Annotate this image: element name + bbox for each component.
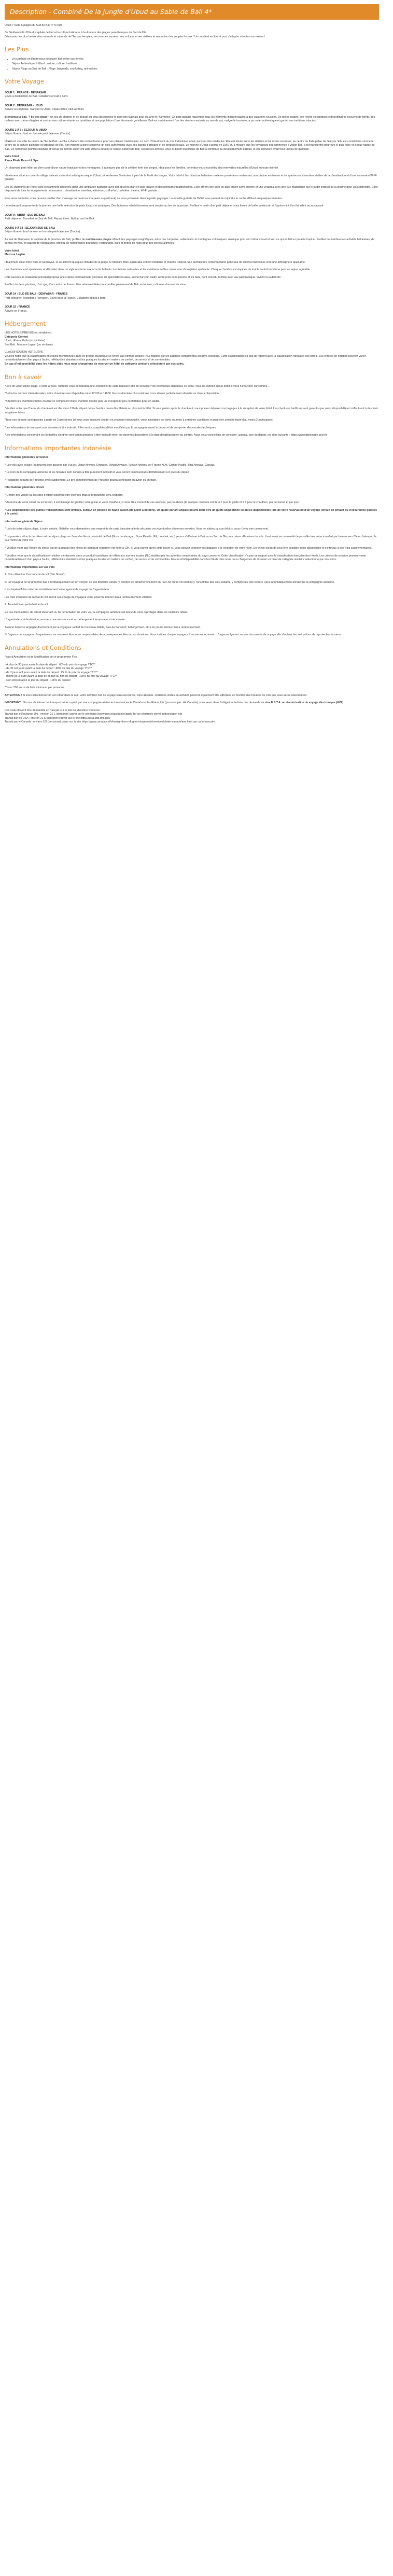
hotels-block	[5, 331, 379, 347]
subsection-label: Informations générales circuit	[5, 486, 44, 490]
ubud-paragraph	[5, 140, 379, 152]
info-paragraph: * Le nom de la compagnie aérienne et les horaires sont donnés à titre purement indicatif et vous seront communiqués définitivement à 8 jours du départ	[5, 471, 189, 475]
list-item: - Non présentation le jour du départ : 100% du dossier	[5, 678, 71, 682]
list-item: • Un combiné en liberté pour découvrir Bali selon vos envies	[12, 58, 379, 62]
savoir-paragraph: *Lors de votre séjour plage, à votre arrivée, l'hôtelier vous demandera une empreinte de carte bancaire afin de sécuriser vos éventuelles dépenses en extra. Vous ne subirez aucun débit si vous n'avez rien consommé...	[5, 384, 270, 388]
day-text: Arrivée à Denpasar. Transfert à Ubud. Repas libres. Nuit à l'hôtel.	[5, 108, 85, 112]
sud-bold: nombreuses plages	[86, 238, 111, 241]
category-label: Catégorie Confort	[5, 335, 29, 339]
list-item: - A plus de 30 jours avant la date de départ : 60% du prix du voyage TTC**	[5, 663, 95, 666]
section-title-hebergement: Hébergement	[5, 320, 46, 328]
section-title-voyage: Votre Voyage	[5, 78, 44, 86]
savoir-paragraph: *Veuillez noter que l'heure du check-out est d'environ 12h (le départ de la chambre devra être libérée au plus tard à 12h). Si vous partez après le check-out, vous pouvez déposer vos bagages à la réception de votre hôtel. Les check-out tardifs ne sont garantis que selon disponibilité et s'effectuent à des frais supplémentaires.	[5, 407, 378, 414]
day-text: Séjour libre à Ubud en formule petit déjeuner (7 nuits).	[5, 132, 71, 136]
subsection-label: Informations générale Séjour	[5, 520, 43, 523]
hotel2-paragraph: Côté saveurs, le restaurant principal propose une cuisine internationale ponctuée de spécialités locales, servie dans un cadre zébré près de la piscine et les bars, dont celui du rooftop avec vue panoramique, invitent à la détente.	[5, 275, 282, 279]
hotel-paragraph: Le restaurant propose toute la journée une belle sélection de plats locaux et asiatiques. Des boissons rafraîchissantes sont servies au bar de la piscine. Profitez le matin d'un petit déjeuner sous forme de buffet américain et l'après-midi d'un thé offert au restaurant.	[5, 204, 324, 208]
ubud-text: est une ville du centre de l'île de Bali. La ville a d'abord été un lieu fameux pour ses plantes médicinales. Le nom d'Ubud vient du mot indonésien ubad, qui veut dire médecine. Elle est située entre les rizières et les ravins escarpés, au centre du Kabupaten de Gianyar. Elle est considérée comme le centre de la culture balinaise et artistique de l'île. Son marché a donc conservé un côté authentique avec ses stands d'artisans et de produits locaux. Le marché d'Ubud s'anime en 1960 et, à mesure que les voyageurs ont commencé à visiter Bali, s'est transformé pour être le plus riche et le plus rapide de Bali. De nombreux peintres balinais et venus du monde entier ont aidé Ubud à devenir le centre culturel de Bali. Depuis les années 1960, le boom touristique de Bali a contribué au développement d'Ubud, et elle demeure avant tout un lieu de quiétude.	[5, 140, 375, 151]
info-paragraph: * Les vols avec escale (s) peuvent être assurés par Eva Air, Qatar Airways, Emirates, Etihad Airways, Turkish Airlines, Air France KLM, Cathay Pacific, Thai Airways, Garuda.	[5, 463, 215, 467]
visa-block	[5, 709, 379, 725]
day-text: Séjour libre en bord de mer en formule petit-déjeuner (5 nuits).	[5, 230, 81, 234]
hotel-line: Sud Bali : Mercure Legian (ou similaire)	[5, 343, 53, 346]
attention-text: Si vous sélectionnez un vol retour dans la nuit, votre dernière nuit de voyage sera raccourcie, voire absente. Certaines visites ou activités pourront également être affectées en fonction des horaires de vols que vous aurez sélectionnés.	[22, 693, 307, 697]
section-title-infos: Informations importantes Indonésie	[5, 444, 111, 452]
info-paragraph: Aucune dépense engagée directement par le voyageur (achat de nouveaux billets, frais de transport, hébergement, etc.) ne pourra donner lieu à remboursement.	[5, 625, 201, 629]
annulation-intro: Frais d'Annulation et de Modification de ce programme Fixe :	[5, 656, 79, 659]
savoir-paragraph: *Les informations de transport sont données à titre indicatif. Elles sont susceptibles d'être modifiées par la compagnie avant le départ et de comporter des escales techniques.	[5, 426, 217, 429]
list-item: • Séjour Plage au Sud de Bali : Plage, baignade, snorkeling, animations	[12, 67, 379, 72]
section-title-annulations: Annulations et Conditions	[5, 644, 81, 651]
day-text: Arrivée en France.	[5, 309, 27, 313]
welcome-paragraph	[5, 116, 379, 123]
visa-line: Transit par les USA : environ 21 $ (personne) payer sur le site https://esta.cbp.dhs.gov/	[5, 716, 110, 720]
important-text: Si vous choisissez un transport aérien opéré par une compagnie aérienne transitant via le Canada ou les États-Unis (par exemple : Air Canada), vous serez dans l'obligation de faire une demande de	[22, 701, 265, 705]
hotel-paragraph: Pour vous détendre, vous pourrez profiter d'un massage corporel au spa (avec supplément) ou vous promener dans le jardin paysager. La navette gratuite de l'hôtel vous permet de rejoindre le centre d'Ubud en quelques minutes.	[5, 197, 283, 200]
subsection-label: Informations importantes sur vos vols	[5, 565, 55, 569]
hotels-label: LES HOTELS PREVUS (ou similaires)	[5, 331, 52, 335]
availability-note: En cas d'indisponibilité dans les hôtels cités nous nous chargerons de réserver un hôtel de catégorie similaire sélectionné par nos soins.	[5, 363, 185, 366]
info-paragraph: Les frais éventuels de rachat de vol seront à la charge du voyageur et ne pourront donner lieu à remboursement ultérieur.	[5, 595, 152, 599]
info-paragraph: 2. Annulation ou perturbation de vol	[5, 603, 48, 607]
list-item: • Séjour Authentique à Ubud : nature, culture, traditions	[12, 62, 379, 66]
hotel2-label: Votre hôtel	[5, 249, 19, 253]
hotel-line: Ubud : Rama Phala (ou similaire)	[5, 339, 46, 343]
day-title: JOUR 9 : UBUD - SUD DE BALI	[5, 213, 45, 217]
day-title: JOUR 2 : DENPASAR - UBUD	[5, 104, 43, 107]
important-bold: visa E.S.T.A. ou d'autorisation de voyage électronique (AVE).	[265, 701, 344, 705]
hotel-paragraph: Idéalement situé au cœur du village balinais culturel et artistique unique d'Ubud, et seulement 5 minutes à pied de la Forêt des singes. Votre hôtel à l'architecture balinaise moderne possède un restaurant, une piscine extérieure et de spacieuses chambres dotées de la climatisation et d'une connexion Wi-Fi gratuite.	[5, 174, 377, 182]
day-title: JOUR 1 : FRANCE - DENPASAR	[5, 91, 46, 94]
savoir-paragraph: *Les informations concernant les formalités d'entrée sont communiquées à titre indicatif selon les données disponibles à la date d'établissement du contrat. Nous vous conseillons de consulter, jusqu'au jour du départ, les sites suivants : https://www.diplomatie.gouv.fr	[5, 434, 327, 437]
savoir-paragraph: *Attention les chambres triples en Asie se composent d'une chambre double plus un lit d'appoint peu confortable pour un adulte.	[5, 399, 161, 403]
sud-text: offrant des paysages magnifiques, entre mer turquoise, sable blanc et montagnes volcaniques, ainsi que pour son climat chaud et sec, ce qui en fait un paradis tropical. Profitez de nombreuses activités balnéaires, de sorties en ville, en bateau de villégiatures, profitez de nombreuses boutiques, restaurants, bars et boîtes de nuits pour des soirées animées.	[5, 238, 375, 245]
day-text: Petit déjeuner. Transfert au Sud de Bali. Repas libres. Nuit au sud de Bali.	[5, 217, 95, 221]
annulation-list	[5, 663, 379, 683]
info-paragraph: En cas d'annulation, de retard important ou de perturbation de votre vol, la compagnie aérienne est tenue de vous reprotéger dans les meilleurs délais.	[5, 610, 188, 614]
sud-text: Au sud de Denpasar, la capitale de la province de Bali, profitez de	[5, 238, 86, 241]
classification-text: Veuillez noter que la classification en étoiles mentionnées dans ce produit touristique se réfère aux normes locales (NL) établies par les autorités compétentes du pays concerné. Cette classification n'a pas de rapport avec la classification française des hôtels. Les critères de notation peuvent varier considérablement d'un pays à l'autre, reflétant les standards et les pratiques locales en matière de confort, de service et de commodités.	[5, 354, 366, 362]
attention-paragraph	[5, 694, 379, 698]
welcome-lead: Bienvenue à Bali, "l'île des dieux"	[5, 115, 49, 119]
hotel-paragraph: Les 36 chambres de l'hôtel sont élégamment décorées dans une ambiance balinaise avec des œuvres d'art en bois locales et des peintures traditionnelles. Elles offrent une salle de bain privée semi-ouverte et une véranda avec une vue magnifique sur le jardin tropical ou la piscine pour vous détendre. Elles disposent de tous les équipements nécessaires : climatisation, mini-bar, télévision, coffre-fort, cafetière, théière, Wi-Fi gratuite...	[5, 185, 378, 193]
classification-label: CLASSIFICATION HOTELIÈRE	[5, 351, 44, 354]
list-item: - de 30 à 8 jours avant la date de départ : 80% du prix du voyage TTC**	[5, 667, 92, 671]
info-paragraph: * Les disponibilités des guides francophones sont limitées, surtout en période de haute saison (de juillet à octobre). Un guide parlant anglais pourra donc être un guide anglophone selon les disponibilités lors de votre réservation d'un voyage (circuit en privatif ou d'excursions guidées à la carte).	[5, 508, 377, 516]
page	[0, 0, 384, 732]
info-paragraph: 1. Non utilisation d'un tronçon de vol ("No Show")	[5, 573, 65, 577]
hotel-label: Votre hôtel	[5, 155, 19, 159]
subsection-label: Informations générales aériennes	[5, 456, 49, 459]
hotel-heading	[5, 155, 379, 163]
day-text: Petit déjeuner. Transfert à l'aéroport. Envol pour la France. Collations et nuit à bord.	[5, 296, 106, 300]
intro-paragraph	[5, 31, 379, 39]
info-paragraph: Si un voyageur ne se présente pas à l'embarquement sur un tronçon de son itinéraire aérien (y compris un préacheminement en TGV Air ou un vol intérieur), l'ensemble des vols restants, y compris les vols retours, sera automatiquement annulé par la compagnie aérienne.	[5, 580, 335, 584]
day-title: JOUR 14 : SUD DE BALI - DENPASAR - FRANCE	[5, 293, 68, 296]
info-paragraph: L'organisateur, à destination, assurera une assistance et un hébergement temporaire si nécessaire.	[5, 618, 126, 622]
hotel2-paragraph: Profitez de deux piscines, d'un spa, d'un centre de fitness. Une adresse idéale pour profiter pleinement de Bali, entre mer, culture et douceur de vivre.	[5, 283, 187, 287]
visa-line: Transit par le Canada : environ 5 $ (personne) payer sur le site https://www.canada.ca/fr/immigration-refugies-citoyennete/services/visiter-canada/ave.html par carte bancaire.	[5, 720, 216, 724]
day-title: JOURS 9 À 14 : SEJOUR SUD DE BALI	[5, 226, 55, 230]
day-title: JOUR 15 : FRANCE	[5, 305, 30, 309]
info-paragraph: * Possibilité départs de Province avec supplément. Le pré acheminement de Province pourra s'effectuer en avion ou en train.	[5, 478, 157, 482]
intro-line: Découvrez les plus beaux sites naturels et culturels de l'île, ses temples, ses sources sacrées, ses volcans et ses rizières et rencontrez les peuples locaux ! Un combiné es libérté pour s'adapter à toutes vos envies !	[5, 35, 265, 38]
section-title-savoir: Bon à savoir	[5, 373, 42, 381]
plus-list	[5, 58, 379, 72]
hotel2-paragraph: Les chambres sont spacieuses et décorées dans un style moderne aux accents balinais. Les teintes naturelles et les matériaux nobles créent une atmosphère apaisante. Chaque chambre est équipée de tout le confort moderne pour un séjour agréable.	[5, 268, 311, 272]
info-paragraph: * Lors de votre séjour plage, à votre arrivée, l'hôtelier vous demandera une empreinte de carte bancaire afin de sécuriser vos éventuelles dépenses en extra. Vous ne subirez aucun débit si vous n'avez rien consommé.	[5, 527, 269, 531]
page-banner: Description - Combiné De la Jungle d'Ubud au Sable de Bali 4*	[5, 4, 379, 20]
info-paragraph: * La première et/ou la dernière nuit de séjour plage sur l'axe des îles à proximité de Bali (Nusa Lembongan, Nusa Penida, Gili, Lombok, etc.) pourra s'effectuer à Bali ou au Sud de l'île pour raison d'horaires de vols. Il est aussi recommandé de pas effectuer votre transfert par bateau vers l'île ou l'aéroport le jour même de votre vol.	[5, 535, 376, 542]
visa-line: Transit par le Royaume Uni : environ 21 £ (personne) payer sur le site https://www.gov.uk/guidance/apply-for-an-electronic-travel-authorisation-eta	[5, 713, 183, 716]
sud-paragraph	[5, 238, 379, 246]
info-paragraph: * Veuillez noter que l'heure du check-out de la plupart des hôtels de standard européen est fixée à 12h. Si vous partez après cette heure-ci, vous pouvez déposer vos bagages à la réception de votre hôtel. Un check-out tardif peut être possible selon disponibilité et s'effectue à des frais supplémentaires.	[5, 547, 372, 550]
info-paragraph: Si l'agence de voyage ou l'organisateur ne sauraient être tenus responsables des conséquences liées à ces situations. Nous invitons chaque voyageur à conserver le numéro d'urgence figurant sur ses documents de voyage afin d'obtenir les instructions de reprotection à suivre.	[5, 633, 342, 637]
info-paragraph: * L'ordre des visites ou les sites d'intérêt pourront être inversés mais le programme sera respecté.	[5, 493, 124, 497]
hotel2-paragraph: Idéalement situé entre Kuta et Seminyak, et seulement quelques minutes de la plage, le Mercure Bali Legian allie confort moderne et charme tropical. Son architecture contemporaine ponctuée de touches balinaises crée une atmosphère apaisante.	[5, 260, 306, 264]
day-text: Envol à destination de Bali. Collations et nuit à bord.	[5, 95, 68, 99]
list-item: - moins de 3 jours avant la date de départ ou non de départ : 100% du prix du voyage TTC**	[5, 675, 117, 678]
hotel-name: Rama Phala Resort & Spa	[5, 159, 38, 162]
ubud-lead: Ubud	[5, 140, 12, 143]
day-title: JOURS 2 À 9 : SEJOUR À UBUD	[5, 128, 47, 132]
info-paragraph: * Au terme de votre circuit ou excursion, il est d'usage de gratifier votre guide et votre chauffeur, si vous êtes content de ses services, par pourboire (la pratique courante est de 4 € pour le guide et 2 € pour le chauffeur, par personne et par jour).	[5, 501, 300, 505]
attention-label: ATTENTION !	[5, 693, 22, 697]
trip-summary: Ubud 7 nuits & plages du Sud de Bali 4* 5 nuits	[5, 23, 63, 27]
intro-line: De l'Authenticité d'Ubud, capitale de l'art et la culture balinaise à la douceur des plages paradisiaques du Sud de l'île.	[5, 31, 147, 35]
annulation-note: **avec 250 euros de frais minimum par personne	[5, 686, 64, 690]
visa-line: Ces visas doivent être demandés en français sur le site du Ministère concerné :	[5, 708, 102, 712]
info-paragraph: Il est impératif d'en informer immédiatement votre agence de voyage ou l'organisateur.	[5, 588, 110, 592]
info-paragraph: * Veuillez noter que la classification en étoiles mentionnée dans ce produit touristique se réfère aux normes locales (NL) établies par les autorités compétentes du pays concerné. Cette classification n'a pas de rapport avec la classification française des hôtels. Les critères de notation peuvent varier considérablement d'un pays à l'autre, reflétant les standards et les pratiques locales en matière de confort, de service et de commodités. En cas d'indisponibilité dans les hôtels cités nous nous chargerons de réserver un hôtel de catégorie similaire sélectionné par nos soins.	[5, 554, 367, 562]
section-title-plus: Les Plus	[5, 46, 29, 53]
welcome-text: , un lieu de charme et de beauté où vous découvrirez le goût des Balinais pour les arts et l'harmonie. Ce petit paradis rassemble tous les éléments indispensables à des vacances réussies. De belles plages, des reliefs volcaniques extraordinaires couverts de forêts, des collines aux rizières étagées et surtout une culture vivante au quotidien et une population d'une étonnante gentillesse. Bali est certainement l'un des derniers endroits au monde qui, malgré le tourisme, a pu rester authentique et garder ses traditions intactes.	[5, 115, 375, 123]
hotel-paragraph: Un charmant petit hôtel en plein cœur d'une nature tropicale et des montagnes, à quelques pas de la célèbre forêt des singes. Idéal pour les familles, détendez-vous et profitez des merveilles naturelles d'Ubud en toute intimité.	[5, 166, 279, 170]
savoir-paragraph: *Tous nos départs sont garantis à partir de 2 personnes (si vous vous inscrivez seul(e) en chambre individuelle, votre inscription est donc soumise à certaines conditions et peut être annulée faute d'au moins 2 participants).	[5, 419, 274, 422]
classification-block	[5, 351, 379, 366]
hotel2-heading	[5, 249, 379, 257]
savoir-paragraph: *Selon les normes internationales, votre chambre sera disponible entre 12h30 et 14h00. En cas d'arrivée plus matinale, vous devrez partiellement attendre sa mise à disposition.	[5, 392, 220, 396]
list-item: - de 7 jours à 3 jours avant la date de départ : 95 % du prix du voyage TTC**	[5, 671, 98, 674]
hotel2-name: Mercure Legian	[5, 253, 25, 257]
important-label: IMPORTANT !	[5, 701, 23, 705]
important-paragraph	[5, 701, 379, 705]
